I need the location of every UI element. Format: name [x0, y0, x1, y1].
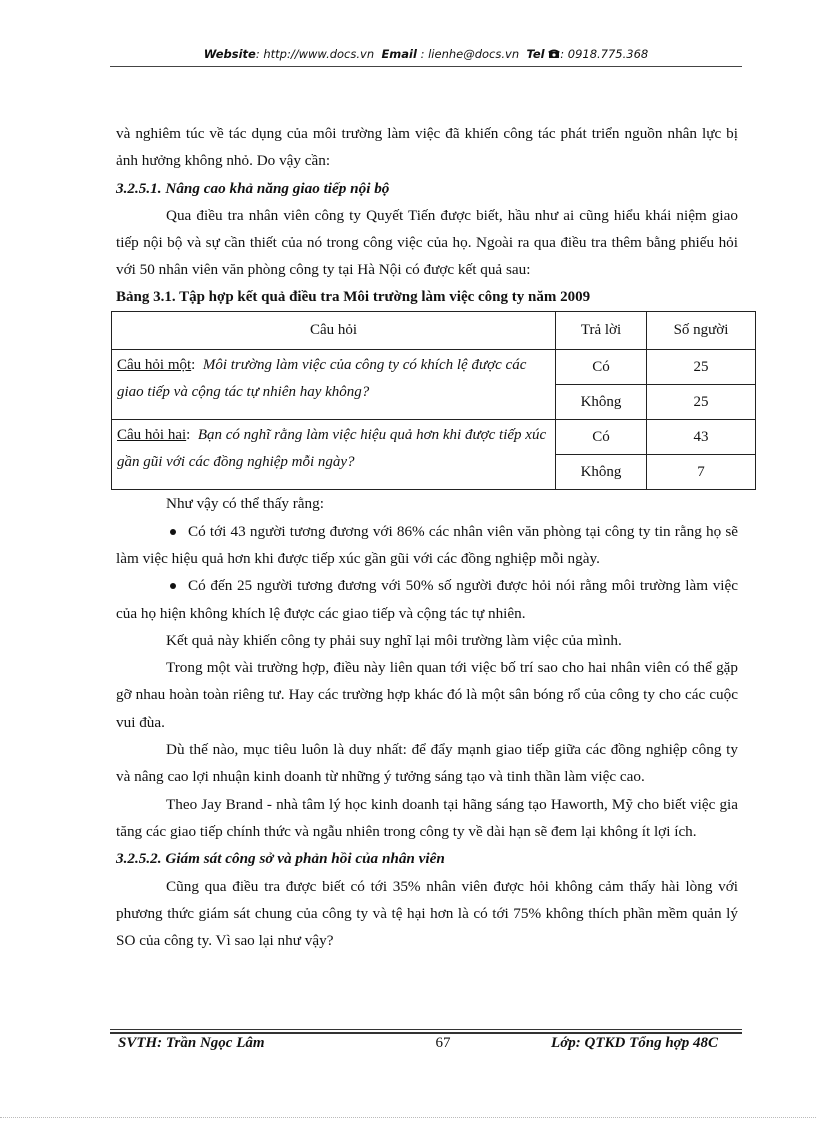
bullet-icon	[170, 529, 176, 535]
table-row	[112, 350, 756, 385]
bullet-item	[116, 518, 738, 573]
answer-cell: Không	[556, 385, 647, 420]
tel-label: Tel	[526, 47, 545, 61]
question-label: Câu hỏi một	[117, 357, 192, 374]
paragraph-survey-intro: Qua điều tra nhân viên công ty Quyết Tiến được biết, hầu như ai cũng hiểu khái niệm giao tiếp nội bộ và sự cần thiết của nó trong công việc của họ. Ngoài ra qua điều tra thêm bằng phiếu hỏi với 50 nhân viên văn phòng công ty tại Hà Nội có được kết quả sau:	[116, 206, 738, 279]
header-count: Số người	[647, 312, 756, 350]
count-cell: 25	[647, 350, 756, 385]
paragraph-supervision: Cũng qua điều tra được biết có tới 35% nhân viên được hỏi không cảm thấy hài lòng với phương thức giám sát chung của công ty và tệ hại hơn là có tới 75% không thích phần mềm quản lý SO của công ty. Vì sao lại như vậy?	[116, 877, 738, 950]
email-value: : lienhe@docs.vn	[420, 47, 520, 61]
paragraph-intro: và nghiêm túc về tác dụng của môi trường làm việc đã khiến công tác phát triển nguồn nhân lực bị ảnh hưởng không nhỏ. Do vậy cần:	[116, 125, 738, 170]
paragraph-goal: Dù thế nào, mục tiêu luôn là duy nhất: để đẩy mạnh giao tiếp giữa các đồng nghiệp công ty và nâng cao lợi nhuận kinh doanh từ những ý tưởng sáng tạo và tinh thần làm việc cao.	[116, 741, 738, 786]
tel-value: : 0918.775.368	[560, 47, 649, 61]
footer-class: Lớp: QTKD Tổng hợp 48C	[551, 1035, 718, 1051]
question-cell: Câu hỏi một: Môi trường làm việc của công ty có khích lệ được các giao tiếp và cộng tác tự nhiên hay không?	[112, 350, 556, 420]
page-header	[110, 47, 742, 62]
survey-table	[111, 311, 756, 490]
answer-cell: Có	[556, 350, 647, 385]
answer-cell: Có	[556, 420, 647, 455]
phone-icon	[548, 48, 560, 62]
footer-author: SVTH: Trần Ngọc Lâm	[118, 1035, 265, 1051]
header-answer: Trả lời	[556, 312, 647, 350]
bullet-text: Có tới 43 người tương đương với 86% các nhân viên văn phòng tại công ty tin rằng họ sẽ làm việc hiệu quả hơn khi được tiếp xúc gần gũi với các đồng nghiệp mỗi ngày.	[116, 522, 738, 567]
header-divider	[110, 66, 742, 67]
email-label: Email	[381, 47, 417, 61]
page-bottom-border	[0, 1117, 816, 1118]
footer-divider	[110, 1029, 742, 1030]
count-cell: 43	[647, 420, 756, 455]
bullet-item	[116, 572, 738, 627]
question-text: Bạn có nghĩ rằng làm việc hiệu quả hơn khi được tiếp xúc gần gũi với các đồng nghiệp mỗi ngày?	[117, 427, 547, 471]
website-value: : http://www.docs.vn	[255, 47, 375, 61]
website-label: Website	[203, 47, 256, 61]
document-body	[116, 120, 738, 954]
count-cell: 7	[647, 455, 756, 490]
header-question: Câu hỏi	[112, 312, 556, 350]
paragraph-jay-brand: Theo Jay Brand - nhà tâm lý học kinh doanh tại hãng sáng tạo Haworth, Mỹ cho biết việc gia tăng các giao tiếp chính thức và ngẫu nhiên trong công ty về dài hạn sẽ đem lại không ít lợi ích.	[116, 795, 738, 840]
paragraph-result: Kết quả này khiến công ty phải suy nghĩ lại môi trường làm việc của mình.	[166, 631, 622, 649]
section-heading-3-2-5-2: 3.2.5.2. Giám sát công sở và phản hồi của nhân viên	[116, 850, 445, 868]
footer-divider-thick	[110, 1032, 742, 1034]
answer-cell: Không	[556, 455, 647, 490]
question-cell: Câu hỏi hai: Bạn có nghĩ rằng làm việc hiệu quả hơn khi được tiếp xúc gần gũi với các đồng nghiệp mỗi ngày?	[112, 420, 556, 490]
table-caption: Bảng 3.1. Tập hợp kết quả điều tra Môi trường làm việc công ty năm 2009	[116, 288, 591, 305]
bullet-text: Có đến 25 người tương đương với 50% số người được hỏi nói rằng môi trường làm việc của họ hiện không khích lệ được các giao tiếp và cộng tác tự nhiên.	[116, 577, 738, 622]
question-label: Câu hỏi hai	[117, 427, 187, 444]
question-text: Môi trường làm việc của công ty có khích lệ được các giao tiếp và cộng tác tự nhiên hay không?	[117, 357, 527, 401]
page-number: 67	[435, 1035, 451, 1051]
page-footer	[118, 1035, 738, 1057]
table-header-row	[112, 312, 756, 350]
count-cell: 25	[647, 385, 756, 420]
paragraph-conclusion-lead: Như vậy có thể thấy rằng:	[166, 495, 324, 513]
table-row	[112, 420, 756, 455]
section-heading-3-2-5-1: 3.2.5.1. Nâng cao khả năng giao tiếp nội bộ	[116, 179, 390, 197]
paragraph-cases: Trong một vài trường hợp, điều này liên quan tới việc bố trí sao cho hai nhân viên có thể gặp gỡ nhau hoàn toàn riêng tư. Hay các trường hợp khác đó là một sân bóng rổ của công ty cho các cuộc vui đùa.	[116, 659, 738, 731]
